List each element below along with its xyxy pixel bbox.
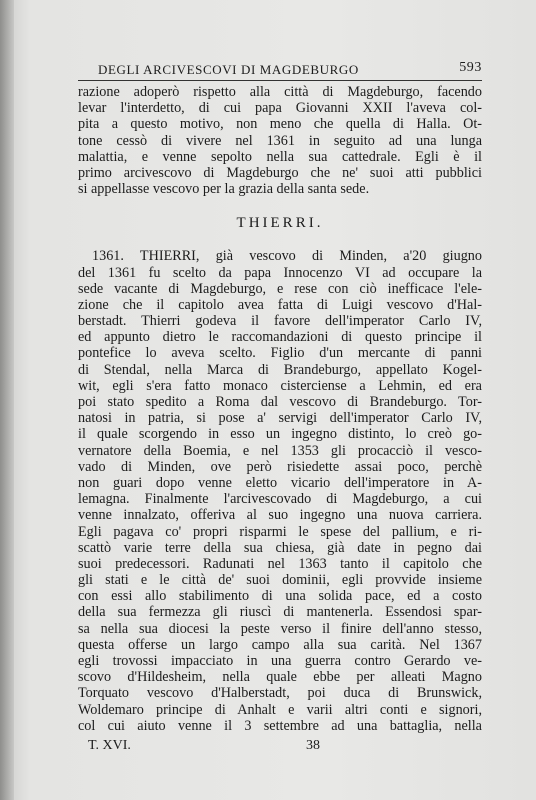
- text-line: scovo d'Hildesheim, nella quale ebbe per alleati Magno: [78, 669, 482, 686]
- text-line: suoi predecessori. Radunati nel 1363 tanto il capitolo che: [78, 555, 482, 572]
- book-page: [78, 58, 482, 758]
- section-title: THIERRI.: [236, 215, 324, 232]
- text-line: non guari dopo venne eletto vicario dell'imperatore in A-: [78, 474, 482, 491]
- text-line: ed appunto dietro le raccomandazioni di questo principe il: [78, 329, 482, 346]
- text-line: natosi in patria, si pose a' servigi dell'imperator Carlo IV,: [78, 410, 482, 427]
- text-line: col cui aiuto venne il 3 settembre ad una battaglia, nella: [78, 717, 482, 734]
- text-line: di Stendal, nella Marca di Brandeburgo, appellato Kogel-: [78, 361, 482, 378]
- text-line: berstadt. Thierri godeva il favore dell'imperator Carlo IV,: [78, 313, 482, 330]
- page-footer: [78, 738, 482, 758]
- text-line: del 1361 fu scelto da papa Innocenzo VI ad occupare la: [78, 264, 482, 281]
- text-line: primo arcivescovo di Magdeburgo che ne' suoi atti pubblici: [78, 164, 482, 181]
- text-line: tone cessò di vivere nel 1361 in seguito ad una lunga: [78, 132, 482, 149]
- running-head: [78, 58, 482, 81]
- text-line: wit, egli s'era fatto monaco cisterciense a Lehmin, ed era: [78, 377, 482, 394]
- text-line: con essi allo stabilimento di una solida pace, ed a costo: [78, 588, 482, 605]
- text-line: lemagna. Finalmente l'arcivescovado di Magdeburgo, a cui: [78, 491, 482, 508]
- text-line: scattò varie terre della sua chiesa, già date in pegno dai: [78, 539, 482, 556]
- text-line: si appellasse vescovo per la grazia della santa sede.: [78, 181, 370, 198]
- page-number: 593: [459, 60, 482, 75]
- text-line: zione che il capitolo avea fatta di Luigi vescovo d'Hal-: [78, 296, 482, 313]
- text-line: vado di Minden, ove però risiedette assai poco, perchè: [78, 458, 482, 475]
- text-line: poi stato spedito a Roma dal vescovo di Brandeburgo. Tor-: [78, 394, 482, 410]
- text-line: razione adoperò rispetto alla città di Magdeburgo, facendo: [78, 84, 482, 100]
- text-line: il quale scorgendo in esso un ingegno distinto, lo creò go-: [78, 426, 482, 443]
- binding-gutter: [0, 0, 14, 800]
- text-line: Torquato vescovo d'Halberstadt, poi duca di Brunswick,: [78, 685, 482, 702]
- text-line: pita a questo motivo, non meno che quella di Halla. Ot-: [78, 116, 482, 133]
- text-line: pontefice lo aveva scelto. Figlio d'un mercante di panni: [78, 345, 482, 362]
- text-line: venne innalzato, offeriva al suo ingegno una nuova carriera.: [78, 507, 482, 524]
- signature-number: 38: [306, 737, 320, 753]
- text-line: Woldemaro principe di Anhalt e varii altri conti e signori,: [78, 701, 482, 718]
- paragraph-otto-ending: [78, 84, 482, 197]
- running-title: DEGLI ARCIVESCOVI DI MAGDEBURGO: [98, 62, 359, 77]
- text-line: gli stati e le città de' suoi dominii, egli provvide insieme: [78, 572, 482, 589]
- paragraph-thierri: [78, 248, 482, 734]
- text-line: 1361. THIERRI, già vescovo di Minden, a'20 giugno: [92, 248, 482, 265]
- text-line: questa offerse un largo campo alla sua carità. Nel 1367: [78, 636, 482, 653]
- text-line: egli trovossi impacciato in una guerra contro Gerardo ve-: [78, 653, 482, 669]
- text-line: malattia, e venne sepolto nella sua cattedrale. Egli è il: [78, 148, 482, 165]
- text-line: sede vacante di Magdeburgo, e rese con ciò inefficace l'ele-: [78, 280, 482, 297]
- text-line: vernatore della Boemia, e nel 1353 gli procacciò il vesco-: [78, 442, 482, 459]
- text-line: sa nella sua diocesi la peste verso il finire dell'anno stesso,: [78, 620, 482, 637]
- text-line: della sua fermezza gli riuscì di mantenerla. Essendosi spar-: [78, 604, 482, 621]
- text-line: Egli pagava co' propri risparmi le spese del pallium, e ri-: [78, 523, 482, 540]
- text-line: levar l'interdetto, di cui papa Giovanni XXII l'aveva col-: [78, 100, 482, 117]
- volume-signature: T. XVI.: [88, 737, 131, 753]
